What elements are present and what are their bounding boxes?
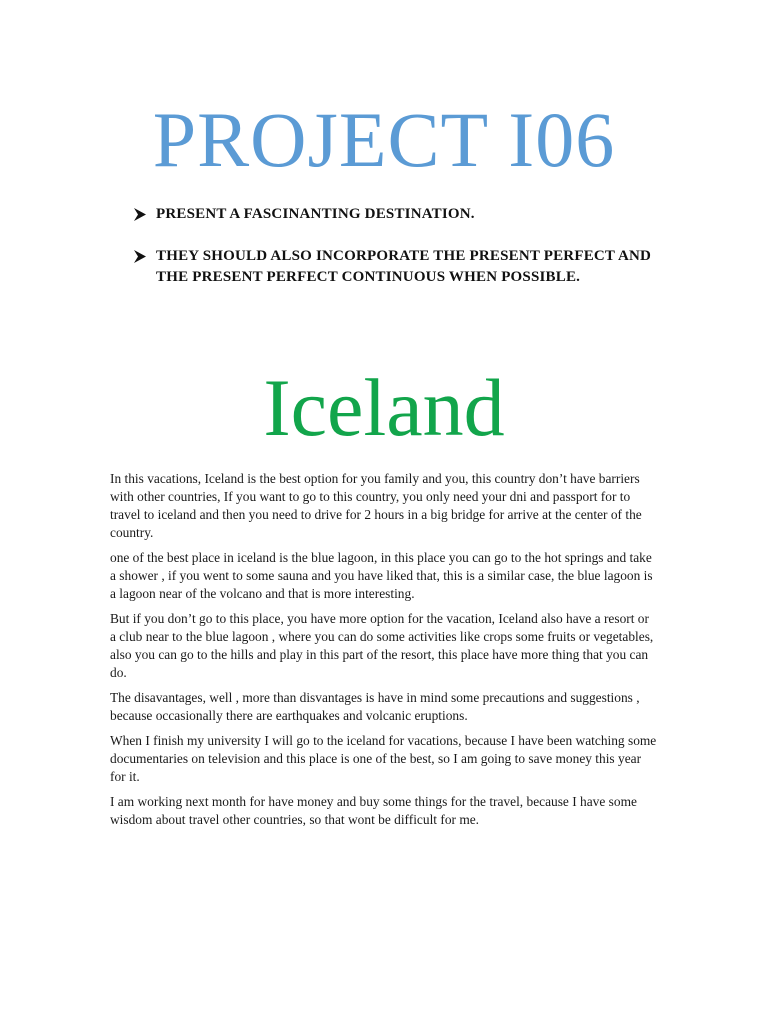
instruction-item <box>134 204 654 225</box>
paragraph: I am working next month for have money and buy some things for the travel, because I have some wisdom about travel other countries, so that wont be difficult for me. <box>110 794 637 827</box>
arrowhead-bullet-icon <box>134 208 146 221</box>
paragraph: But if you don’t go to this place, you have more option for the vacation, Iceland also have a resort or a club near to the blue lagoon , where you can do some activities like crops some fruits or vegetables, also you can go to the hills and play in this part of the resort, this place have more thing that you can do. <box>110 611 654 680</box>
paragraph: In this vacations, Iceland is the best option for you family and you, this country don’t have barriers with other countries, If you want to go to this country, you only need your dni and passport for to travel to iceland and then you need to drive for 2 hours in a big bridge for arrive at the center of the country. <box>110 471 642 540</box>
paragraph: When I finish my university I will go to the iceland for vacations, because I have been watching some documentaries on television and this place is one of the best, so I am going to save money this year for it. <box>110 733 657 784</box>
destination-heading: Iceland <box>263 362 505 453</box>
instruction-item <box>134 246 654 288</box>
paragraph: The disavantages, well , more than disvantages is have in mind some precautions and suggestions , because occasionally there are earthquakes and volcanic eruptions. <box>110 690 640 723</box>
paragraph: one of the best place in iceland is the blue lagoon, in this place you can go to the hot springs and take a shower , if you went to some sauna and you have liked that, this is a similar case, the blue lagoon is a lagoon near of the volcano and that is more interesting. <box>110 550 653 601</box>
arrowhead-bullet-icon <box>134 250 146 263</box>
essay-body <box>110 470 658 836</box>
document-title: PROJECT I06 <box>152 96 616 183</box>
instruction-text: THEY SHOULD ALSO INCORPORATE THE PRESENT PERFECT AND THE PRESENT PERFECT CONTINUOUS WHEN POSSIBLE. <box>156 248 652 285</box>
instruction-text: PRESENT A FASCINANTING DESTINATION. <box>156 206 475 222</box>
instructions-list <box>134 204 654 288</box>
